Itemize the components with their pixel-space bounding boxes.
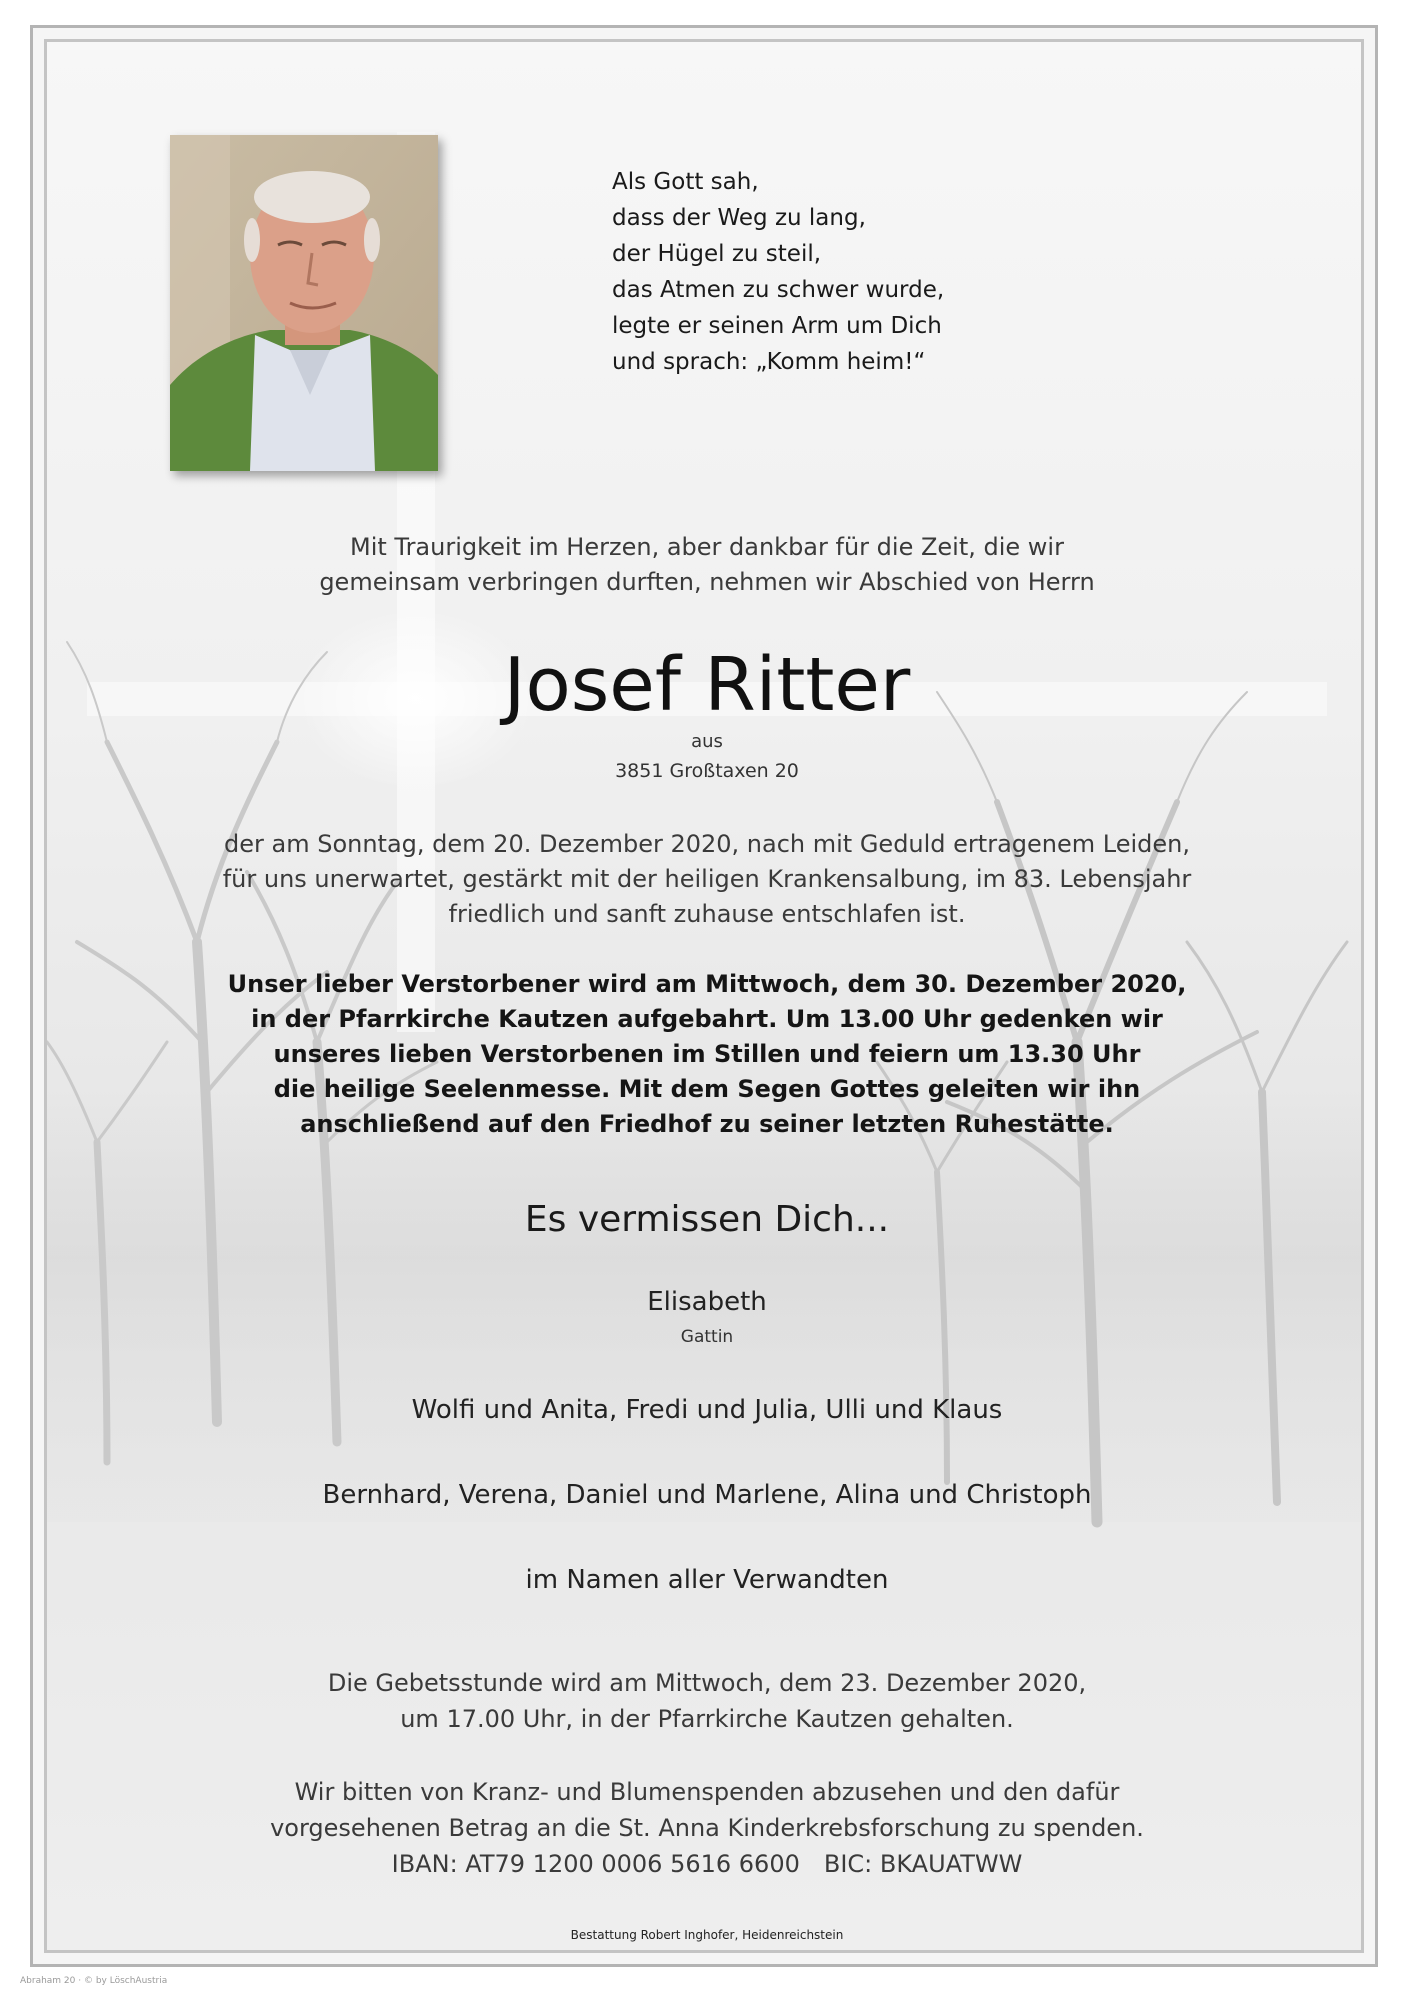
iban: IBAN: AT79 1200 0006 5616 6600 <box>391 1850 800 1878</box>
intro-line: gemeinsam verbringen durften, nehmen wir Abschied von Herrn <box>319 568 1095 596</box>
funeral-details <box>60 967 1354 1142</box>
poem-line: Als Gott sah, <box>612 169 759 195</box>
prayer-line: um 17.00 Uhr, in der Pfarrkirche Kautzen gehalten. <box>400 1705 1014 1733</box>
donation-line: vorgesehenen Betrag an die St. Anna Kinderkrebsforschung zu spenden. <box>270 1814 1144 1842</box>
prayer-notice <box>60 1665 1354 1737</box>
funeral-line: Unser lieber Verstorbener wird am Mittwoch, dem 30. Dezember 2020, <box>227 970 1187 998</box>
funeral-line: unseres lieben Verstorbenen im Stillen und feiern um 13.30 Uhr <box>273 1040 1141 1068</box>
death-line: der am Sonntag, dem 20. Dezember 2020, nach mit Geduld ertragenem Leiden, <box>224 830 1190 858</box>
grandchildren-names: Bernhard, Verena, Daniel und Marlene, Alina und Christoph <box>322 1480 1092 1510</box>
prayer-line: Die Gebetsstunde wird am Mittwoch, dem 23. Dezember 2020, <box>327 1669 1087 1697</box>
funeral-line: die heilige Seelenmesse. Mit dem Segen Gottes geleiten wir ihn <box>273 1075 1141 1103</box>
relatives-line: im Namen aller Verwandten <box>525 1565 889 1595</box>
poem <box>612 164 1112 380</box>
bank-details <box>60 1846 1354 1882</box>
copyright-note: Abraham 20 · © by LöschAustria <box>20 1976 168 1986</box>
bic: BIC: BKAUATWW <box>823 1850 1023 1878</box>
intro-line: Mit Traurigkeit im Herzen, aber dankbar für die Zeit, die wir <box>350 533 1064 561</box>
spouse-role: Gattin <box>680 1327 734 1347</box>
funeral-line: anschließend auf den Friedhof zu seiner letzten Ruhestätte. <box>300 1110 1114 1138</box>
poem-line: dass der Weg zu lang, <box>612 205 866 231</box>
spouse-name: Elisabeth <box>647 1287 767 1317</box>
portrait-photo <box>170 135 438 471</box>
funeral-line: in der Pfarrkirche Kautzen aufgebahrt. Um 13.00 Uhr gedenken wir <box>251 1005 1163 1033</box>
children-names: Wolfi und Anita, Fredi und Julia, Ulli und Klaus <box>411 1395 1003 1425</box>
death-line: für uns unerwartet, gestärkt mit der heiligen Krankensalbung, im 83. Lebensjahr <box>222 865 1192 893</box>
intro-text <box>60 530 1354 600</box>
poem-line: und sprach: „Komm heim!“ <box>612 349 926 375</box>
poem-line: das Atmen zu schwer wurde, <box>612 277 945 303</box>
deceased-name: Josef Ritter <box>503 642 911 728</box>
death-notice <box>60 827 1354 932</box>
poem-line: der Hügel zu steil, <box>612 241 822 267</box>
funeral-home-credit: Bestattung Robert Inghofer, Heidenreichstein <box>570 1928 844 1942</box>
donation-notice <box>60 1774 1354 1882</box>
mourners-heading: Es vermissen Dich... <box>524 1199 890 1240</box>
deceased-address: 3851 Großtaxen 20 <box>615 760 799 782</box>
donation-line: Wir bitten von Kranz- und Blumenspenden abzusehen und den dafür <box>294 1778 1120 1806</box>
death-line: friedlich und sanft zuhause entschlafen ist. <box>448 900 966 928</box>
aus-label: aus <box>691 731 723 752</box>
poem-line: legte er seinen Arm um Dich <box>612 313 942 339</box>
